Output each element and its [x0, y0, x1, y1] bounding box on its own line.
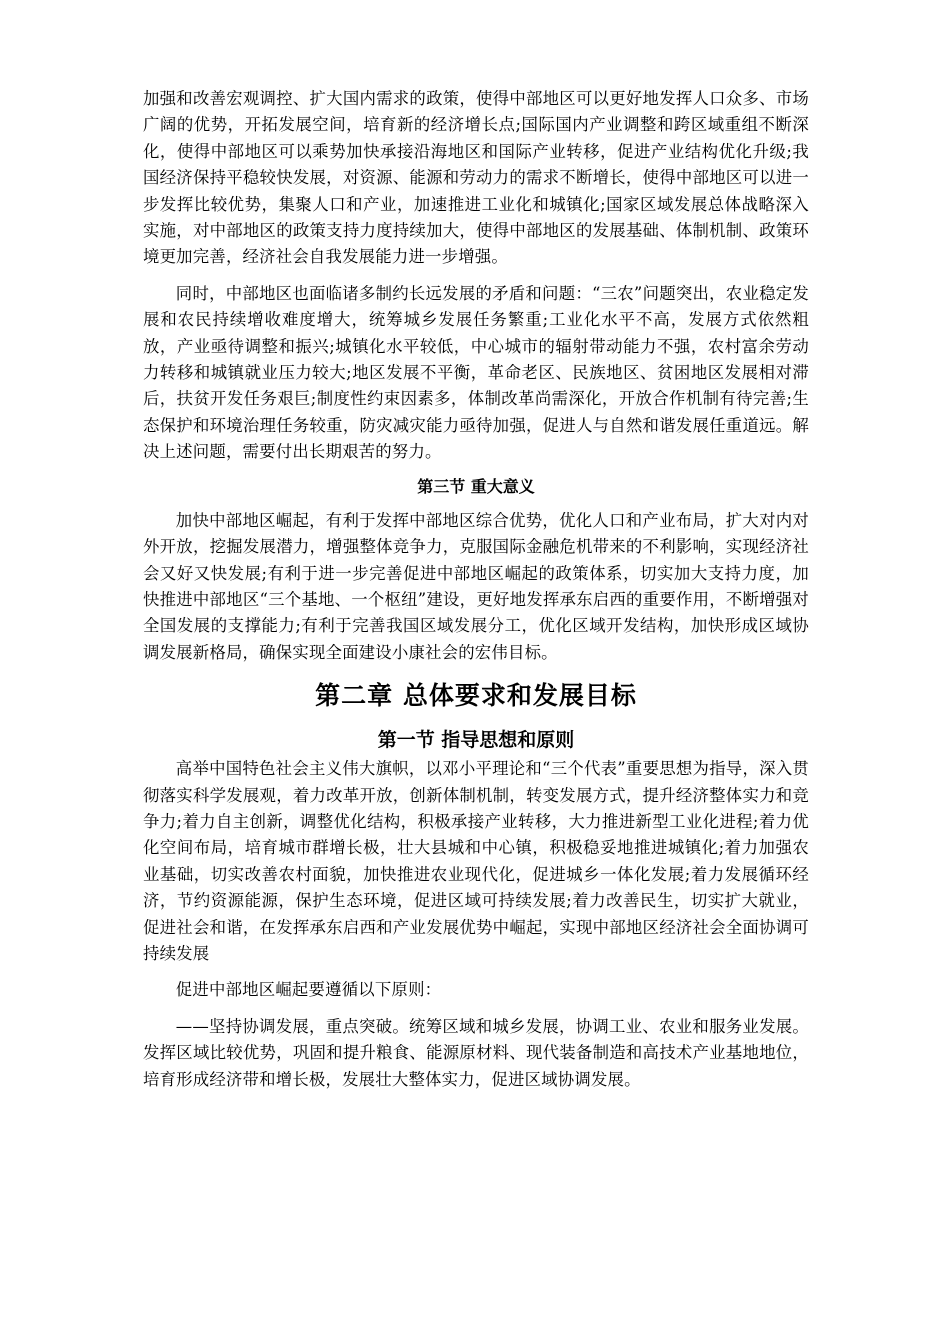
- paragraph-guiding-ideology: 高举中国特色社会主义伟大旗帜，以邓小平理论和“三个代表”重要思想为指导，深入贯彻落实科学发展观，着力改革开放，创新体制机制，转变发展方式，提升经济整体实力和竞争力;着力自主创新，调整优化结构，积极承接产业转移，大力推进新型工业化进程;着力优化空间布局，培育城市群增长极，壮大县城和中心镇，积极稳妥地推进城镇化;着力加强农业基础，切实改善农村面貌，加快推进农业现代化，促进城乡一体化发展;着力发展循环经济，节约资源能源，保护生态环境，促进区域可持续发展;着力改善民生，切实扩大就业，促进社会和谐，在发挥承东启西和产业发展优势中崛起，实现中部地区经济社会全面协调可持续发展: [143, 759, 809, 963]
- section-heading-guiding-principles: 第一节 指导思想和原则: [377, 729, 575, 752]
- paragraph-significance: 加快中部地区崛起，有利于发挥中部地区综合优势，优化人口和产业布局，扩大对内对外开放，挖掘发展潜力，增强整体竞争力，克服国际金融危机带来的不利影响，实现经济社会又好又快发展;有利于进一步完善促进中部地区崛起的政策体系，切实加大支持力度，加快推进中部地区“三个基地、一个枢纽”建设，更好地发挥承东启西的重要作用，不断增强对全国发展的支撑能力;有利于完善我国区域发展分工，优化区域开发结构，加快形成区域协调发展新格局，确保实现全面建设小康社会的宏伟目标。: [143, 510, 809, 662]
- chapter-heading: 第二章 总体要求和发展目标: [315, 681, 637, 711]
- paragraph-principles-intro: 促进中部地区崛起要遵循以下原则：: [175, 980, 442, 1000]
- document-page: [143, 86, 809, 1093]
- paragraph-opportunities: 加强和改善宏观调控、扩大国内需求的政策，使得中部地区可以更好地发挥人口众多、市场广阔的优势，开拓发展空间，培育新的经济增长点;国际国内产业调整和跨区域重组不断深化，使得中部地区可以乘势加快承接沿海地区和国际产业转移，促进产业结构优化升级;我国经济保持平稳较快发展，对资源、能源和劳动力的需求不断增长，使得中部地区可以进一步发挥比较优势，集聚人口和产业，加速推进工业化和城镇化;国家区域发展总体战略深入实施，对中部地区的政策支持力度持续加大，使得中部地区的发展基础、体制机制、政策环境更加完善，经济社会自我发展能力进一步增强。: [143, 89, 809, 267]
- paragraph-principle-coordinated: ——坚持协调发展，重点突破。统筹区域和城乡发展，协调工业、农业和服务业发展。发挥区域比较优势，巩固和提升粮食、能源原材料、现代装备制造和高技术产业基地地位，培育形成经济带和增长极，发展壮大整体实力，促进区域协调发展。: [143, 1016, 809, 1089]
- paragraph-challenges: 同时，中部地区也面临诸多制约长远发展的矛盾和问题：“三农”问题突出，农业稳定发展和农民持续增收难度增大，统筹城乡发展任务繁重;工业化水平不高，发展方式依然粗放，产业亟待调整和振兴;城镇化水平较低，中心城市的辐射带动能力不强，农村富余劳动力转移和城镇就业压力较大;地区发展不平衡，革命老区、民族地区、贫困地区发展相对滞后，扶贫开发任务艰巨;制度性约束因素多，体制改革尚需深化，开放合作机制有待完善;生态保护和环境治理任务较重，防灾减灾能力亟待加强，促进人与自然和谐发展任重道远。解决上述问题，需要付出长期艰苦的努力。: [143, 283, 809, 462]
- section-heading-significance: 第三节 重大意义: [417, 476, 535, 496]
